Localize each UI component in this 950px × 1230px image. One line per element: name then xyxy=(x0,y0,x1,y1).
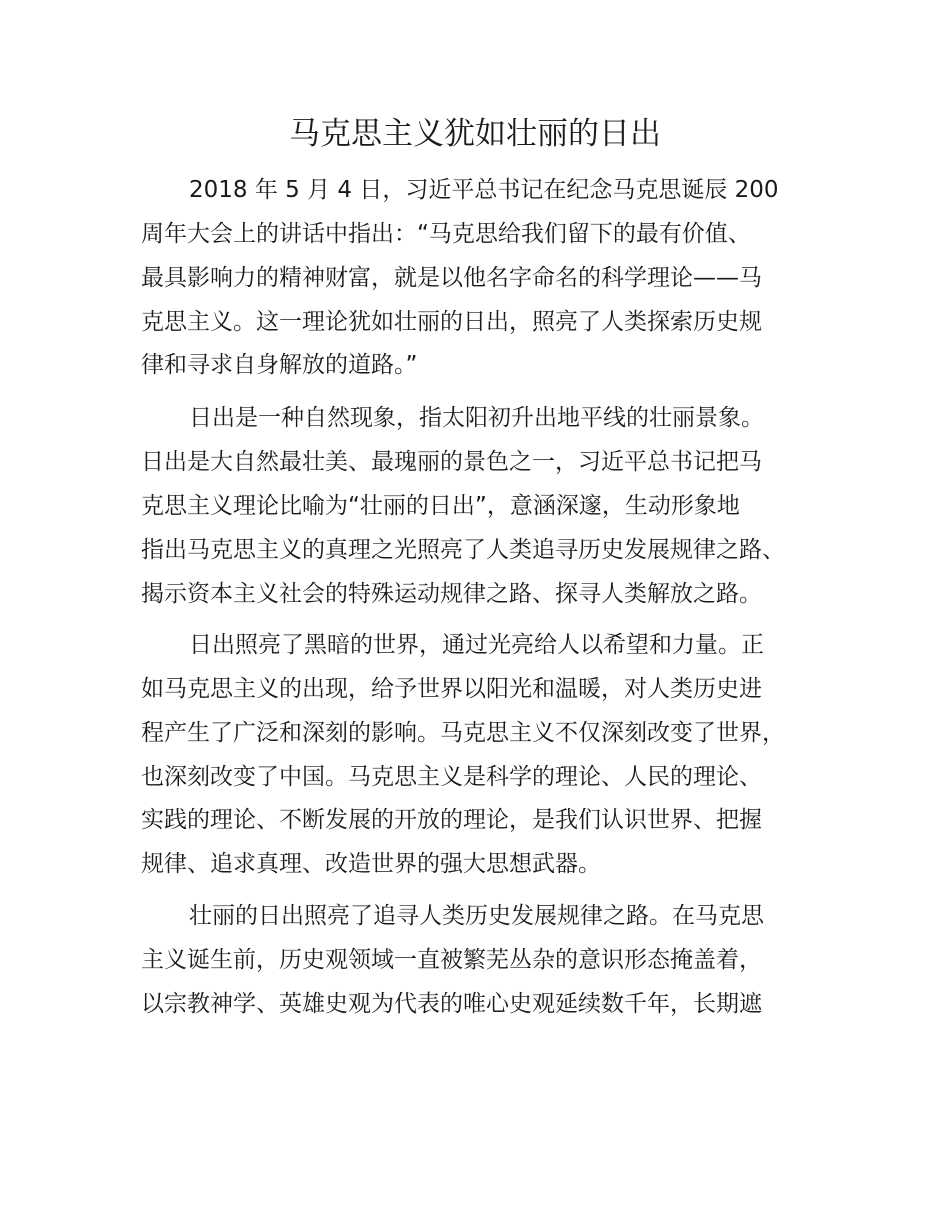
paragraph-1-line-2: 周年大会上的讲话中指出：“马克思给我们留下的最有价值、 xyxy=(141,221,751,247)
paragraph-1-line-1: 2018 年 5 月 4 日，习近平总书记在纪念马克思诞辰 200 xyxy=(189,177,779,203)
paragraph-3-line-5: 实践的理论、不断发展的开放的理论，是我们认识世界、把握 xyxy=(141,807,762,833)
paragraph-4-line-2: 主义诞生前，历史观领域一直被繁芜丛杂的意识形态掩盖着， xyxy=(141,947,762,973)
paragraph-3-line-6: 规律、追求真理、改造世界的强大思想武器。 xyxy=(141,851,601,877)
paragraph-3-line-4: 也深刻改变了中国。马克思主义是科学的理论、人民的理论、 xyxy=(141,764,762,790)
paragraph-4-line-1: 壮丽的日出照亮了追寻人类历史发展规律之路。在马克思 xyxy=(189,903,764,929)
paragraph-2-line-3: 克思主义理论比喻为“壮丽的日出”，意涵深邃，生动形象地 xyxy=(141,493,740,519)
paragraph-1-line-4: 克思主义。这一理论犹如壮丽的日出，照亮了人类探索历史规 xyxy=(141,309,762,335)
document-title: 马克思主义犹如壮丽的日出 xyxy=(289,116,661,152)
paragraph-2-line-1: 日出是一种自然现象，指太阳初升出地平线的壮丽景象。 xyxy=(189,405,764,431)
paragraph-3-line-1: 日出照亮了黑暗的世界，通过光亮给人以希望和力量。正 xyxy=(189,632,764,658)
paragraph-2-line-4: 指出马克思主义的真理之光照亮了人类追寻历史发展规律之路、 xyxy=(141,537,785,563)
paragraph-1-line-3: 最具影响力的精神财富，就是以他名字命名的科学理论——马 xyxy=(141,265,762,291)
paragraph-2-line-5: 揭示资本主义社会的特殊运动规律之路、探寻人类解放之路。 xyxy=(141,581,762,607)
paragraph-4-line-3: 以宗教神学、英雄史观为代表的唯心史观延续数千年，长期遮 xyxy=(141,991,762,1017)
paragraph-3-line-2: 如马克思主义的出现，给予世界以阳光和温暖，对人类历史进 xyxy=(141,676,762,702)
paragraph-2-line-2: 日出是大自然最壮美、最瑰丽的景色之一，习近平总书记把马 xyxy=(141,449,762,475)
paragraph-1-line-5: 律和寻求自身解放的道路。” xyxy=(141,352,418,378)
paragraph-3-line-3: 程产生了广泛和深刻的影响。马克思主义不仅深刻改变了世界， xyxy=(141,720,785,746)
